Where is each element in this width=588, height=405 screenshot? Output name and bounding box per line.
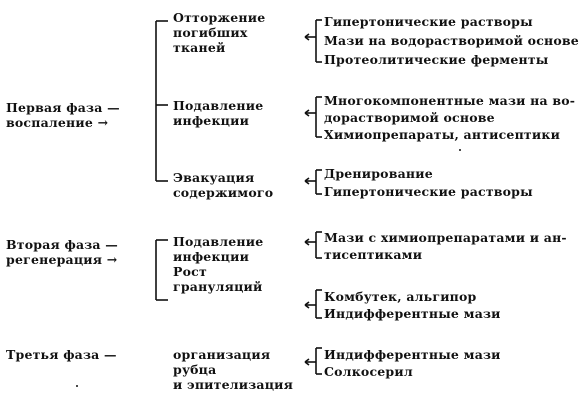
method-item: Дренирование: [324, 166, 433, 181]
phase3-title: Третья фаза —: [6, 347, 117, 362]
method-item: Химиопрепараты, антисептики: [324, 127, 561, 142]
method-item: Многокомпонентные мази на во-: [324, 93, 576, 108]
scan-dot: [459, 149, 461, 151]
phase1-task2-arrow: [305, 97, 322, 137]
method-item: дорастворимой основе: [324, 110, 495, 125]
phase3-arrow: [305, 348, 322, 374]
phase2-bracket: [156, 240, 168, 300]
phase1-task3-label: Эвакуация содержимого: [173, 170, 274, 200]
method-item: Мази с химиопрепаратами и ан-: [324, 230, 567, 245]
method-item: Индифферентные мази: [324, 347, 501, 362]
phase1-bracket: [156, 21, 168, 181]
method-item: тисептиками: [324, 247, 423, 262]
method-item: Мази на водорастворимой основе: [324, 33, 579, 48]
phase3-task-label: организация рубца и эпителизация: [173, 347, 294, 392]
method-item: Протеолитические ферменты: [324, 52, 549, 67]
phase2-task-label: Подавление инфекции Рост грануляций: [173, 234, 264, 294]
phase2-arrow-b: [305, 290, 322, 318]
phase2-arrow-a: [305, 232, 322, 258]
scan-dot: [76, 385, 78, 387]
method-item: Индифферентные мази: [324, 306, 501, 321]
phase1-task2-label: Подавление инфекции: [173, 98, 264, 128]
method-item: Солкосерил: [324, 364, 413, 379]
method-item: Гипертонические растворы: [324, 14, 533, 29]
phase1-task1-label: Отторжение погибших тканей: [173, 10, 266, 55]
phase2-title: Вторая фаза — регенерация →: [6, 237, 118, 267]
method-item: Гипертонические растворы: [324, 184, 533, 199]
phase1-title: Первая фаза — воспаление →: [6, 100, 120, 130]
phase1-task1-arrow: [305, 20, 322, 62]
phase1-task3-arrow: [305, 170, 322, 194]
method-item: Комбутек, альгипор: [324, 289, 477, 304]
